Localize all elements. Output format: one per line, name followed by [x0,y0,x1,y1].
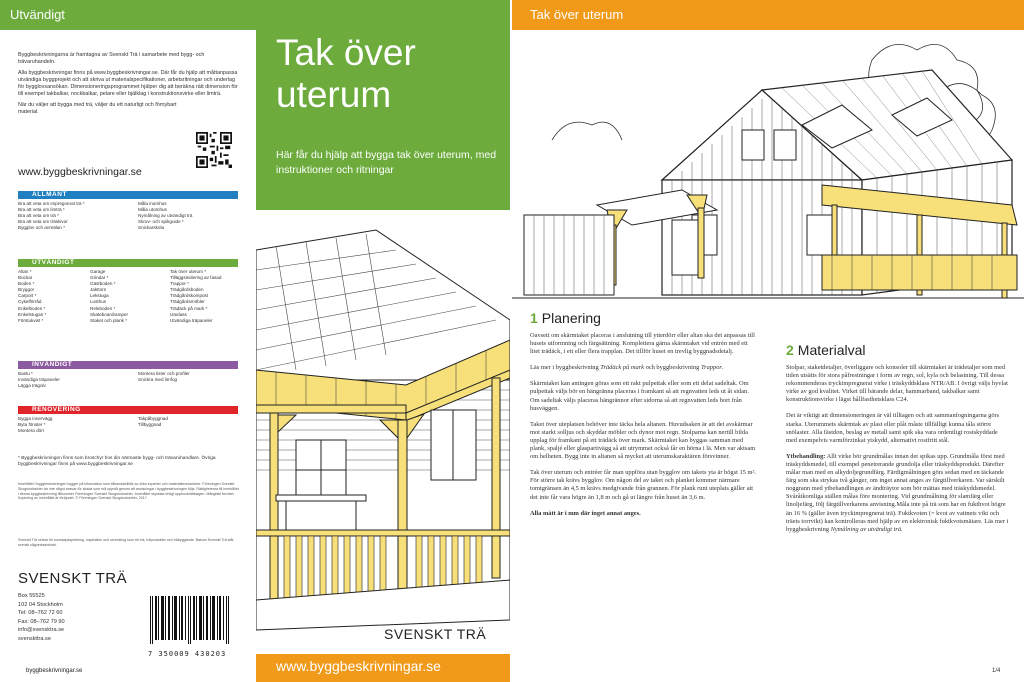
section-1-text [530,332,758,526]
brochure-link[interactable]: Garage [90,269,106,274]
website-link[interactable]: svenskttra.se [18,635,51,642]
contact-address [18,592,65,644]
website-link[interactable]: www.byggbeskrivningar.se [18,166,142,178]
brochure-link[interactable]: Lusthus [90,299,107,305]
paragraph: Stolpar, staketdetaljer, överliggare och konsoler till skärmtaket är trädetaljer som med tiden utsätts för stora påfrestningar i form av regn, sol, kyla och belastning. Till dessa rekommenderas tryckimpregnerat virke i träskyddsklass NTR/AB. I övrigt väljs hyvlat virke av god kvalitet. Virket till bärande delar, hammarband, takbalkar samt konstruktionsvirke i lägst hållfasthetsklass C24. [786,364,1008,404]
svenskt-tra-logo: SVENSKT TRÄ [384,626,487,642]
label-bold: Ytbehandling: [786,452,826,460]
brochure-link[interactable]: Gästboden * [90,281,116,287]
page-number: 1/4 [992,668,1001,674]
house-illustration [512,30,1024,310]
about-text: Svenskt Trä verkar för kunskapsspridning, inspiration och utveckling som rör trä, träprodukter och träbyggande. Bakom Svenskt Trä står svensk sågverksindustri. [18,538,234,547]
right-panel-header: Tak över uterum [512,0,1024,30]
address-line: 102 04 Stockholm [18,601,63,608]
section-heading-planering [530,310,601,326]
brochure-link[interactable]: Bra att veta om limträ * [18,207,65,213]
brochure-link[interactable]: Bra att veta om impregnerat trä * [18,201,85,206]
section-2-text [786,364,1010,542]
brochure-note: * Byggbeskrivningen finns som broschyr hos din närmaste bygg- och trävaruhandlare. Övriga byggbeskrivningar finns på www.byggbeskrivningar.se [18,456,216,468]
barcode-icon [148,596,236,658]
cover-panel [256,0,510,682]
brochure-link[interactable]: Skruv- och spikguide * [138,219,184,225]
section-title: Planering [541,310,601,326]
legal-text: Innehållet i byggbeskrivningen bygger på information som tillhandahållits av olika experter och materialleverantörer. Föreningen Svenskt Skogsindustrier tar inte något ansvar för skada som må uppstå genom att anvisningar i byggbeskrivningen följs. Rättigheterna till innehållet i denna byggbeskrivning tillkommer Föreningen Svenskt Skogsindustrier. Innehållet skyddas enligt upphovsrättslagen. Mångfald beviset. Kopiering av innehållet är förbjudet. © Föreningen Svenskt Skogsindustrier, 2017. [18,482,239,501]
brochure-link[interactable]: Bygga innervägg [18,416,53,421]
brochure-link[interactable]: Carport * [18,293,37,299]
brochure-link[interactable]: Byta fönster * [18,422,46,428]
barcode-number: 7 350009 430203 [148,650,227,658]
brochure-link[interactable]: Staket och plank * [90,317,128,323]
category-column [18,201,134,231]
reference-link[interactable]: Trappor [700,364,722,372]
paragraph: Skärmtaket kan antingen göras som ett rakt pulpettak eller som ett delat sadeltak. Om pulpettak väljs bör en hängränna placeras i framkant så att regnvatten leds ut åt sidan. Om sadeltak väljs placeras hängrännor efter sidorna så att regnvatten leds bort från husväggen. [530,380,749,412]
paragraph [530,364,758,372]
section-title: Materialval [797,342,866,358]
svenskt-tra-logo: SVENSKT TRÄ [18,570,128,587]
brochure-link[interactable]: Bra att veta om trä * [18,213,59,219]
address-line: Box 55525 [18,593,45,599]
brochure-link[interactable]: Nymålning av utvändigt trä [138,213,193,219]
left-panel [0,0,256,682]
text-span: Läs mer i byggbeskrivning [530,364,601,372]
category-title-invandigt: INVÄNDIGT [18,361,238,369]
text-span: . [901,525,903,533]
cover-title-line: Tak över [276,32,416,73]
paragraph: Det är viktigt att dimensioneringen är väl tilltagen och att sammanfogningarna görs starka. Uterummets skärmtak av plast eller plåt måste tillfälligt kunna tåla större snölaster. Alla fästdon, beslag av metall samt spik ska vara ordentligt rostskyddade med exempelvis varmförzinkat ytskydd, alternativt rostfritt stål. [786,412,1000,444]
brochure-link[interactable]: Skateboardramper [90,311,129,317]
brochure-link[interactable]: Enkelboden * [18,305,46,311]
section-number: 2 [786,342,794,358]
fax-number: Fax: 08–762 79 90 [18,618,65,625]
category-column [18,269,86,324]
category-column [170,269,246,324]
brochure-link[interactable]: Trädäck på mark * [170,305,208,311]
brochure-link[interactable]: Bryggor [18,287,35,293]
text-span: . [721,364,724,372]
category-allmant [18,191,238,231]
brochure-link[interactable]: Bockar [18,275,33,281]
paragraph: Taket över uteplatsen behöver inte täcka hela altanen. Huvudsaken är att det avskärmar mot starkt solljus och skyddar möbler och dynor mot regn. Stolparna kan nertill bilda upplag för framkant på ett trädäck över mark. Skärmtaket kan byggas samman med plank, spaljé eller glaspartivägg så att utrymmet också får en hörna i lä. Men var aktsam om helheten. Bygg inte in altanen så mycket att uterumskaraktären försvinner. [530,420,756,461]
cover-title-line: uterum [276,74,392,115]
intro-paragraph-2: Alla byggbeskrivningar finns på www.byggbeskrivningar.se. Där får du hjälp att måttanpassa utvändiga byggprojekt och att skriva ut materialspecifikationer, arbetsritningar och underlag för bygglovsansökan. Dimensioneringsprogrammet hjälper dig att beräkna rätt dimension för till exempel takbalkar, nockbalkar, pelare eller bjälklag i konstruktionsvirke eller limträ. [18,70,238,97]
paragraph: Oavsett om skärmtaket placeras i anslutning till ytterdörr eller altan ska det anpassas till husets utformning och färgsättning. Komplettera gärna skärmtaket vid entrén med ett litet trädäck, i ett eller flera trapplan. Det tillför huset en trevlig byggnadsdetalj. [530,332,755,356]
section-number: 1 [530,310,538,326]
cover-subtitle: Här får du hjälp att bygga tak över uterum, med instruktioner och ritningar [276,149,497,176]
category-column [138,201,238,231]
category-column [18,371,134,389]
intro-paragraph-1: Byggbeskrivningarna är framtagna av Svenskt Trä i samarbete med bygg- och trävaruhandeln. [18,52,205,65]
brochure-link[interactable]: Releboden * [90,305,116,311]
brochure-link[interactable]: Trappor * [170,281,189,287]
reference-link[interactable]: Trädäck på mark [600,364,644,372]
brochure-link[interactable]: Tilläggsisolering av fasad [170,275,222,281]
reference-link[interactable]: Nymålning av utvändigt trä [830,525,902,533]
brochure-link[interactable]: Tillbyggnad [138,422,162,428]
qr-code-icon[interactable] [196,132,232,168]
brochure-link[interactable]: Bygglov och anmälan * [18,225,65,231]
brochure-link[interactable]: Takpåbyggnad [138,416,168,421]
category-column [18,416,134,434]
brochure-link[interactable]: Grindar * [90,275,109,281]
paragraph [786,453,1010,534]
category-title-renovering: RENOVERING [18,406,238,414]
category-invandigt [18,361,238,389]
brochure-link[interactable]: Måla utomhus [138,207,167,213]
brochure-link[interactable]: Bastu * [18,371,33,376]
paragraph: Tak över uterum och entréer får man uppföra utan bygglov om takets yta är högst 15 m². För större tak krävs bygglov. Om någon del av taket och planket kommer närmare tomtgränsen än 4,5 m krävs medgivande från grannen. För plank runt uteplats gäller att det inte får vara högre än 1,8 m och gå ut längre från huset än 3,6 m. [530,469,756,501]
brochure-link[interactable]: Invändiga träpaneler [18,377,60,383]
brochure-link[interactable]: Altan * [18,269,32,274]
cover-title [276,32,416,116]
category-column [138,371,238,389]
text-span: Allt virke bör grundmålas innan det spikas upp. Grundmåla först med träskyddsmedel, till exempel penetrerande grundolja eller träskyddsprodukt. Därefter målar man med en alkydoljegrundfärg. Färdigmålningen görs sedan med en täckande färg som ska strykas två gånger, om inget annat anges av färgtillverkaren. Var särskilt noggrann med ytbehandlingen av ändträytor som bör mättas med träskyddsmedel. Svåråtkomliga ställen målas före montering. Vid grundmålning för slamfärg eller linoljefärg, följ färgtillverkarens anvisning.Måla inte på trä som har en fukthvot högre än 16 % (gäller även tryckimpregnerat trä). Fuktkvoten (= kvot av vattnets vikt och träets torrvikt) kan kontrolleras med hjälp av en elektronisk fuktkvotsmätare. Läs mer i byggbeskrivning [786,452,1009,533]
brochure-link[interactable]: Jakttorn [90,287,107,293]
brochure-link[interactable]: Montera dörr [18,428,45,434]
text-span: och byggbeskrivning [643,364,701,372]
intro-paragraph-3: När du väljer att bygga med trä, väljer du ett naturligt och förnybart material. [18,102,177,115]
brochure-link[interactable]: Tak över uterum * [170,269,206,274]
brochure-link[interactable]: Måla inomhus [138,201,167,206]
brochure-link[interactable]: Lekstuga [90,293,109,299]
category-column [90,269,166,324]
brochure-link[interactable]: Snickra med limfog [138,377,178,383]
brochure-link[interactable]: Utedass [170,311,187,317]
brochure-link[interactable]: Enkelstugan * [18,311,47,317]
brochure-link[interactable]: Trädgårdskompost [170,293,209,299]
category-column [138,416,238,434]
category-renovering [18,406,238,434]
email-link[interactable]: info@svensktra.se [18,627,65,634]
brochure-link[interactable]: Trädgårdsmöbler [170,299,205,305]
paragraph [530,510,758,518]
brochure-link[interactable]: Montera lister och profiler [138,371,190,376]
brochure-link[interactable]: Boden * [18,281,35,287]
porch-roof-illustration [256,210,510,650]
note-bold: Alla mått är i mm där inget annat anges. [530,509,641,517]
footer-url[interactable]: byggbeskrivningar.se [26,668,83,674]
brochure-link[interactable]: Snickarskola [138,225,165,231]
brochure-link[interactable]: Utvändiga träpaneler [170,317,213,323]
brochure-link[interactable]: Trädgårdsboden [170,287,204,293]
section-heading-materialval [786,342,866,358]
category-utvandigt [18,259,238,324]
right-panel [512,0,1024,682]
left-panel-header: Utvändigt [0,0,256,30]
category-title-allmant: ALLMÄNT [18,191,238,199]
intro-text [0,30,256,116]
brochure-link[interactable]: Lägga trägolv [18,383,46,389]
brochure-link[interactable]: Cykelförråd [18,299,42,305]
phone-number: Tel: 08–762 72 60 [18,610,63,617]
brochure-link[interactable]: Förstukvist * [18,317,44,323]
brochure-link[interactable]: Bra att veta om träskivor [18,219,68,225]
cover-url-link[interactable]: www.byggbeskrivningar.se [276,658,441,674]
category-title-utvandigt: UTVÄNDIGT [18,259,238,267]
